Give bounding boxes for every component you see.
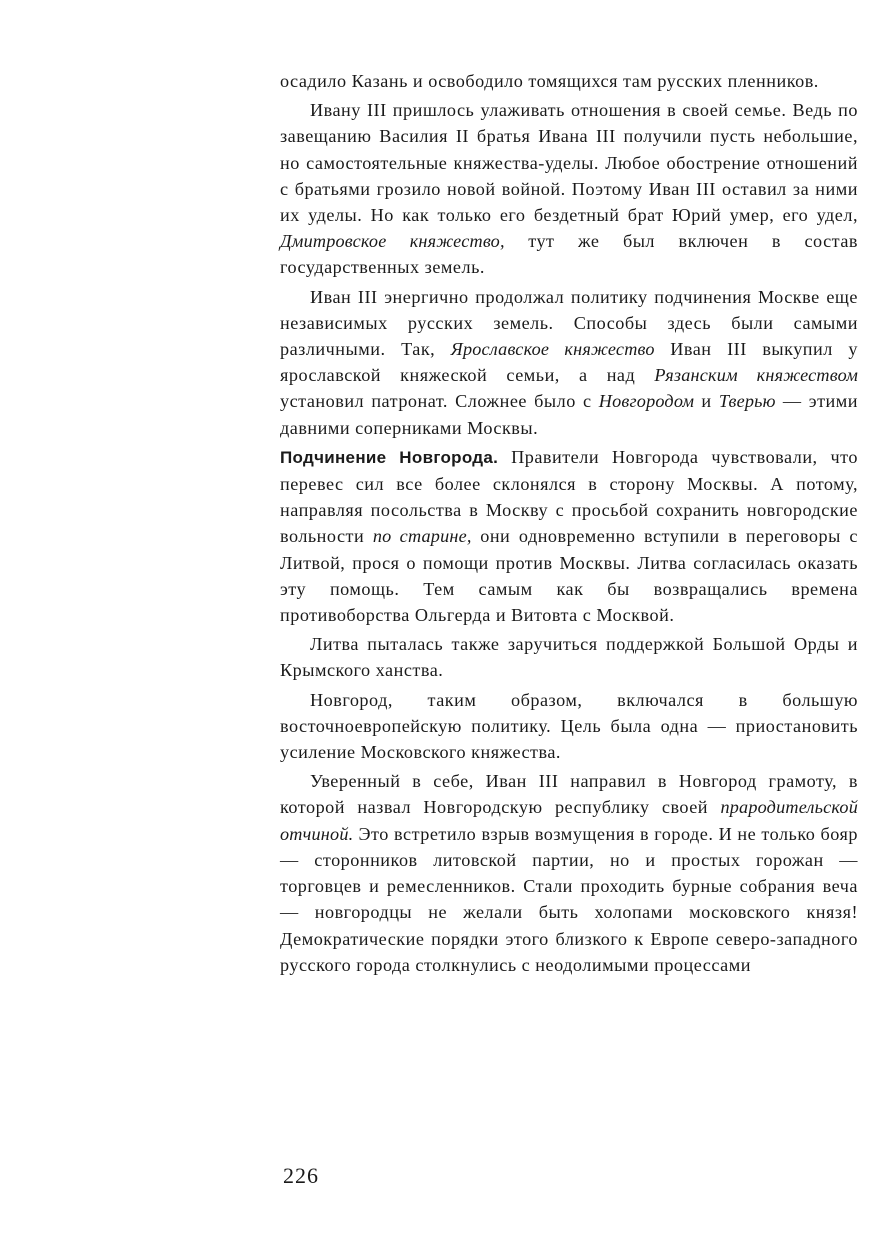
text-run: установил патронат. Сложнее было с: [280, 391, 599, 412]
text-run: — этими давними соперниками Москвы.: [280, 391, 858, 438]
paragraph: [280, 687, 858, 766]
text-run: они одновременно вступили в переговоры с Литвой, прося о помощи против Москвы. Литва согласилась оказать эту помощь. Тем самым как бы возвращались времена противоборства Ольгерда и Витовта с Москвой.: [280, 526, 858, 626]
text-run: Уверенный в себе, Иван III направил в Новгород грамоту, в которой назвал Новгородскую республику своей: [280, 771, 858, 818]
italic-term: Рязанским княжеством: [654, 365, 858, 386]
paragraph: [280, 768, 858, 978]
body-text: [280, 68, 858, 978]
paragraph: [280, 97, 858, 280]
text-run: Иван III энергично продолжал политику подчинения Москве еще независимых русских земель. Способы здесь были самыми различными. Так,: [280, 286, 858, 360]
text-run: Ивану III пришлось улаживать отношения в своей семье. Ведь по завещанию Василия II братья Ивана III получили пусть небольшие, но самостоятельные княжества-уделы. Любое обострение отношений с братьями грозило новой войной. Поэтому Иван III оставил за ними их уделы. Но как только его бездетный брат Юрий умер, его удел,: [280, 100, 858, 226]
text-run: Иван III выкупил у ярославской княжеской семьи, а над: [280, 339, 859, 386]
text-run: Новгород, таким образом, включался в большую восточноевропейскую политику. Цель была одна — приостановить усиление Московского княжества.: [280, 689, 858, 763]
italic-term: Ярославское княжество: [450, 339, 655, 360]
paragraph-with-heading: [280, 444, 858, 628]
page-number: 226: [283, 1163, 319, 1188]
text-run: осадило Казань и освободило томящихся там русских пленников.: [280, 71, 819, 91]
text-run: Это встретило взрыв возмущения в городе. И не только бояр — сторонников литовской партии, но и простых горожан — торговцев и ремесленников. Стали проходить бурные собрания веча — новгородцы не желали быть холопами московского князя! Демократические порядки этого близкого к Европе северо-западного русского города столкнулись с неодолимыми процессами: [280, 823, 858, 975]
paragraph: [280, 631, 858, 683]
italic-term: прародительской отчиной.: [280, 797, 858, 844]
italic-term: по старине,: [372, 526, 472, 547]
section-heading: Подчинение Новгорода.: [280, 447, 499, 467]
italic-term: Тверью: [718, 391, 776, 412]
italic-term: Дмитровское княжество,: [280, 231, 505, 252]
paragraph: [280, 284, 858, 441]
text-run: Правители Новгорода чувствовали, что перевес сил все более склонялся в сторону Москвы. А потому, направляя посольства в Москву с просьбой сохранить новгородские вольности: [280, 446, 858, 547]
text-run: Литва пыталась также заручиться поддержкой Большой Орды и Крымского ханства.: [280, 634, 858, 681]
text-run: тут же был включен в состав государственных земель.: [280, 231, 859, 278]
italic-term: Новгородом: [598, 391, 695, 412]
paragraph: [280, 68, 858, 94]
text-run: и: [694, 391, 719, 412]
